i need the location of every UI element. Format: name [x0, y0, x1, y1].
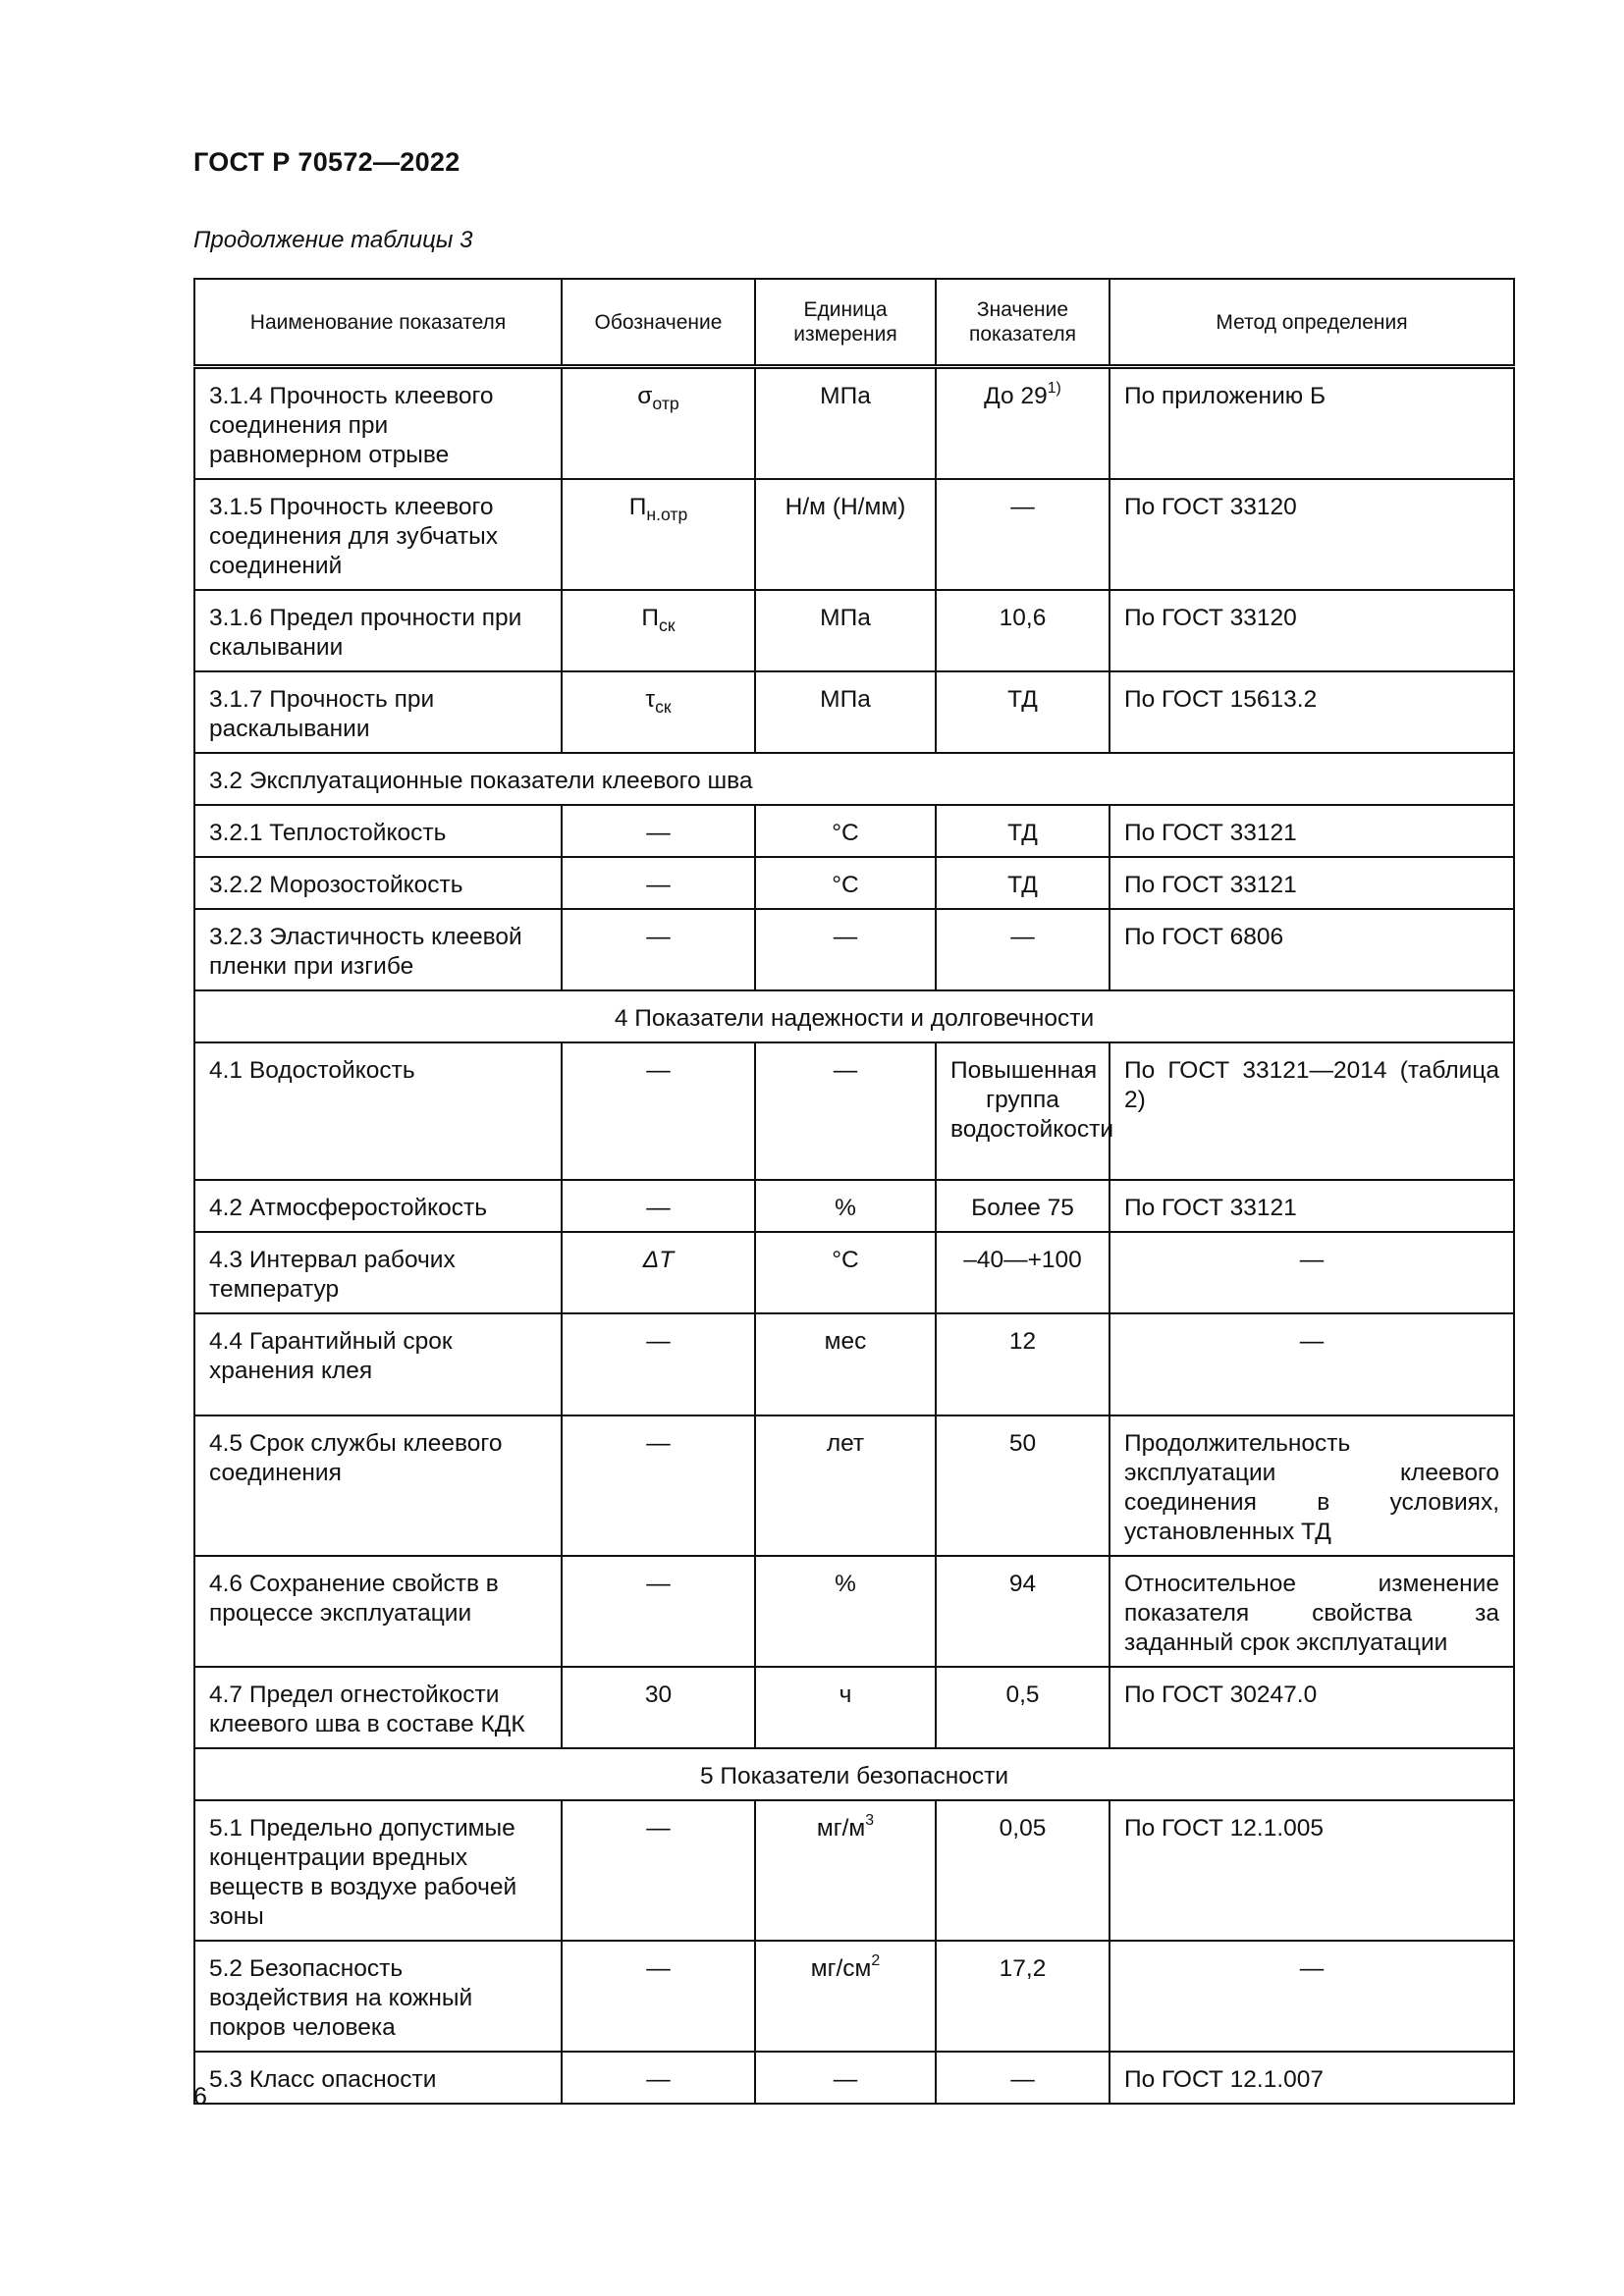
cell-method: По ГОСТ 33120: [1110, 590, 1514, 671]
cell-value: 10,6: [936, 590, 1110, 671]
cell-symbol: —: [562, 2052, 755, 2104]
cell-unit: [755, 1800, 936, 1941]
symbol-subscript: н.отр: [646, 505, 688, 525]
table-caption: Продолжение таблицы 3: [193, 227, 473, 253]
cell-unit: МПа: [755, 367, 936, 480]
cell-method: По ГОСТ 12.1.007: [1110, 2052, 1514, 2104]
cell-symbol: —: [562, 1941, 755, 2052]
table-row: [194, 1941, 1514, 2052]
cell-name: 5.1 Предельно допустимые концентрации вредных веществ в воздухе рабочей зоны: [194, 1800, 562, 1941]
cell-method: По ГОСТ 6806: [1110, 909, 1514, 990]
cell-method: По ГОСТ 33120: [1110, 479, 1514, 590]
table-row: [194, 1042, 1514, 1180]
cell-method: По приложению Б: [1110, 367, 1514, 480]
symbol-base: П: [628, 494, 647, 520]
cell-value: Более 75: [936, 1180, 1110, 1232]
cell-unit: лет: [755, 1415, 936, 1556]
cell-unit: мес: [755, 1313, 936, 1415]
cell-value: —: [936, 479, 1110, 590]
cell-unit: °С: [755, 857, 936, 909]
table-row: [194, 1800, 1514, 1941]
cell-method: По ГОСТ 33121—2014 (таблица 2): [1110, 1042, 1514, 1180]
cell-name: 4.1 Водостойкость: [194, 1042, 562, 1180]
cell-symbol: —: [562, 1313, 755, 1415]
cell-unit: —: [755, 1042, 936, 1180]
table-row: [194, 671, 1514, 753]
header-name: Наименование показателя: [194, 279, 562, 367]
cell-name: 4.3 Интервал рабочих температур: [194, 1232, 562, 1313]
cell-name: 3.2.1 Теплостойкость: [194, 805, 562, 857]
cell-symbol: —: [562, 805, 755, 857]
cell-value: 50: [936, 1415, 1110, 1556]
table-row: [194, 479, 1514, 590]
header-unit: Единица измерения: [755, 279, 936, 367]
section-title: 5 Показатели безопасности: [194, 1748, 1514, 1800]
page-number: 6: [193, 2083, 207, 2110]
cell-method: Относительное изменение показателя свойства за заданный срок эксплуатации: [1110, 1556, 1514, 1667]
symbol-subscript: ск: [659, 615, 676, 636]
unit-superscript: 3: [865, 1811, 875, 1829]
cell-unit: ч: [755, 1667, 936, 1748]
cell-symbol: —: [562, 1042, 755, 1180]
cell-symbol: [562, 671, 755, 753]
cell-symbol: —: [562, 1415, 755, 1556]
cell-value: 12: [936, 1313, 1110, 1415]
cell-value: ТД: [936, 671, 1110, 753]
cell-value: ТД: [936, 857, 1110, 909]
table-header-row: [194, 279, 1514, 367]
header-method: Метод определения: [1110, 279, 1514, 367]
cell-symbol: —: [562, 1556, 755, 1667]
cell-method: По ГОСТ 33121: [1110, 805, 1514, 857]
symbol-base: τ: [645, 686, 656, 713]
cell-value: 0,5: [936, 1667, 1110, 1748]
section-row: [194, 753, 1514, 805]
cell-symbol: —: [562, 857, 755, 909]
cell-method: По ГОСТ 12.1.005: [1110, 1800, 1514, 1941]
cell-name: 3.1.5 Прочность клеевого соединения для зубчатых соединений: [194, 479, 562, 590]
cell-symbol: —: [562, 1180, 755, 1232]
properties-table: [193, 278, 1515, 2105]
cell-method: —: [1110, 1941, 1514, 2052]
cell-unit: °С: [755, 1232, 936, 1313]
cell-value: –40—+100: [936, 1232, 1110, 1313]
cell-unit: —: [755, 2052, 936, 2104]
cell-unit: °С: [755, 805, 936, 857]
cell-name: 5.2 Безопасность воздействия на кожный покров человека: [194, 1941, 562, 2052]
header-value: Значение показателя: [936, 279, 1110, 367]
cell-name: 4.2 Атмосферостойкость: [194, 1180, 562, 1232]
table-row: [194, 1232, 1514, 1313]
cell-unit: %: [755, 1556, 936, 1667]
symbol-base: σ: [637, 383, 653, 409]
cell-name: 4.6 Сохранение свойств в процессе эксплуатации: [194, 1556, 562, 1667]
cell-name: 3.2.3 Эластичность клеевой пленки при изгибе: [194, 909, 562, 990]
cell-method: Продолжительность эксплуатации клеевого соединения в условиях, установленных ТД: [1110, 1415, 1514, 1556]
table-row: [194, 805, 1514, 857]
unit-superscript: 2: [871, 1951, 881, 1969]
cell-method: По ГОСТ 33121: [1110, 1180, 1514, 1232]
table-row: [194, 1667, 1514, 1748]
cell-name: 4.4 Гарантийный срок хранения клея: [194, 1313, 562, 1415]
footnote-ref: 1): [1047, 379, 1061, 397]
symbol-subscript: отр: [652, 394, 679, 414]
cell-unit: [755, 1941, 936, 2052]
table-row: [194, 909, 1514, 990]
table-row: [194, 1556, 1514, 1667]
table-row: [194, 2052, 1514, 2104]
cell-method: По ГОСТ 33121: [1110, 857, 1514, 909]
cell-method: —: [1110, 1313, 1514, 1415]
cell-value: —: [936, 909, 1110, 990]
document-header: ГОСТ Р 70572—2022: [193, 147, 460, 177]
table-row: [194, 857, 1514, 909]
cell-value: [936, 367, 1110, 480]
cell-symbol: ΔT: [562, 1232, 755, 1313]
cell-name: 3.1.7 Прочность при раскалывании: [194, 671, 562, 753]
cell-name: 4.7 Предел огнестойкости клеевого шва в составе КДК: [194, 1667, 562, 1748]
cell-method: —: [1110, 1232, 1514, 1313]
cell-unit: —: [755, 909, 936, 990]
cell-value: 17,2: [936, 1941, 1110, 2052]
section-row: [194, 1748, 1514, 1800]
table-row: [194, 590, 1514, 671]
cell-symbol: [562, 367, 755, 480]
cell-name: 5.3 Класс опасности: [194, 2052, 562, 2104]
symbol-base: П: [641, 605, 660, 631]
cell-symbol: —: [562, 909, 755, 990]
cell-unit: МПа: [755, 671, 936, 753]
cell-unit: Н/м (Н/мм): [755, 479, 936, 590]
section-title: 4 Показатели надежности и долговечности: [194, 990, 1514, 1042]
cell-symbol: [562, 479, 755, 590]
cell-value: ТД: [936, 805, 1110, 857]
cell-unit: %: [755, 1180, 936, 1232]
table-row: [194, 1313, 1514, 1415]
unit-text: мг/м: [816, 1815, 866, 1842]
cell-name: 3.1.4 Прочность клеевого соединения при равномерном отрыве: [194, 367, 562, 480]
cell-name: 4.5 Срок службы клеевого соединения: [194, 1415, 562, 1556]
table-row: [194, 367, 1514, 480]
cell-value: —: [936, 2052, 1110, 2104]
cell-name: 3.2.2 Морозостойкость: [194, 857, 562, 909]
cell-method: По ГОСТ 30247.0: [1110, 1667, 1514, 1748]
table-row: [194, 1415, 1514, 1556]
section-title: 3.2 Эксплуатационные показатели клеевого шва: [194, 753, 1514, 805]
cell-symbol: —: [562, 1800, 755, 1941]
cell-symbol: 30: [562, 1667, 755, 1748]
table-row: [194, 1180, 1514, 1232]
header-symbol: Обозначение: [562, 279, 755, 367]
cell-method: По ГОСТ 15613.2: [1110, 671, 1514, 753]
value-text: До 29: [984, 383, 1048, 409]
cell-unit: МПа: [755, 590, 936, 671]
cell-name: 3.1.6 Предел прочности при скалывании: [194, 590, 562, 671]
cell-value: 0,05: [936, 1800, 1110, 1941]
cell-value: 94: [936, 1556, 1110, 1667]
cell-symbol: [562, 590, 755, 671]
section-row: [194, 990, 1514, 1042]
unit-text: мг/см: [810, 1955, 872, 1982]
cell-value: Повышенная группа водостойкости: [936, 1042, 1110, 1180]
symbol-subscript: ск: [655, 697, 672, 718]
